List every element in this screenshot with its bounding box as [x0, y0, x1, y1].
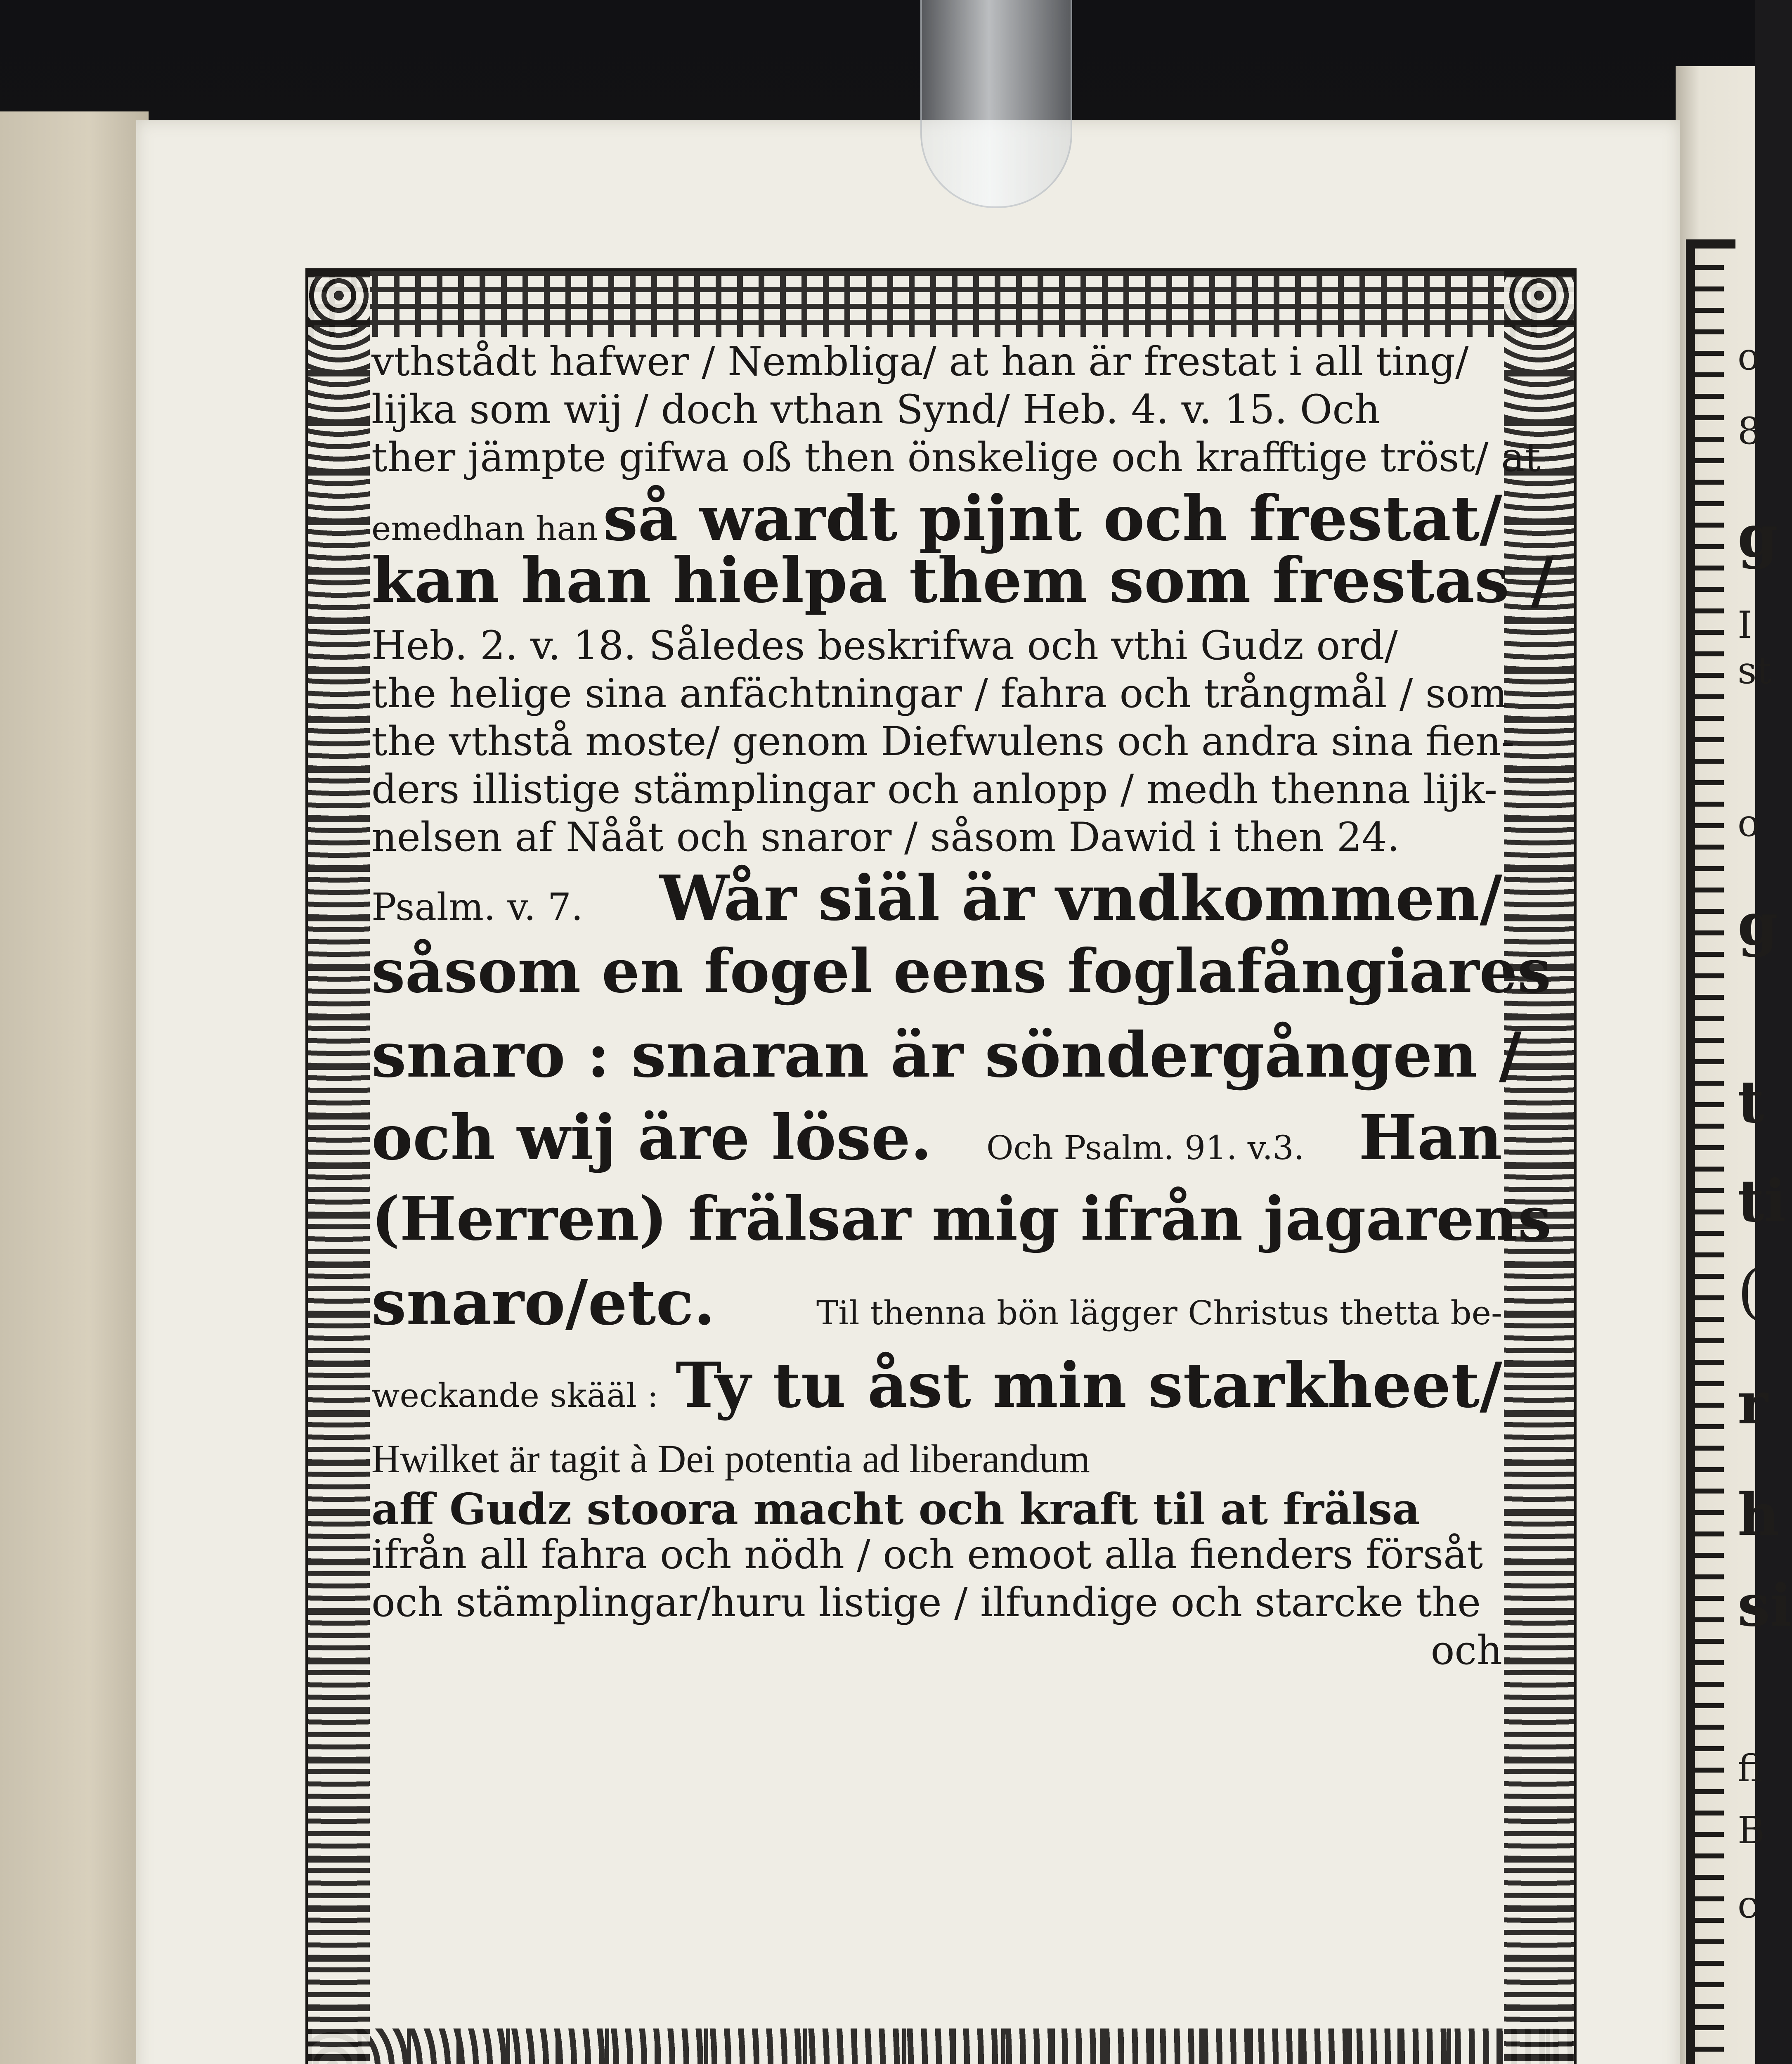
text: emedhan han — [371, 509, 598, 548]
text-emphasis: och wij äre löse. — [371, 1101, 932, 1174]
text: Til thenna bön lägger Christus thetta be- — [816, 1294, 1502, 1332]
text-line — [371, 386, 1502, 434]
text-line — [371, 1101, 1502, 1184]
opposite-page-border — [1686, 239, 1735, 2064]
text-line — [371, 862, 1502, 936]
text-line — [371, 338, 1502, 386]
fragment: g — [1738, 891, 1778, 959]
border-right — [1504, 271, 1574, 2064]
catchword: och — [1430, 1627, 1502, 1673]
fragment: ti — [1738, 1167, 1786, 1235]
text: lijka som wij / doch vthan Synd/ Heb. 4. v. 15. Och — [371, 386, 1380, 433]
text-line — [371, 482, 1502, 555]
text-emphasis: aff Gudz stoora macht och kraft til at frälsa — [371, 1484, 1420, 1534]
text: Heb. 2. v. 18. Således beskrifwa och vthi Gudz ord/ — [371, 623, 1398, 669]
text-emphasis: snaro : snaran är söndergången / — [371, 1019, 1522, 1091]
fragment: st — [1738, 649, 1772, 692]
text-line — [371, 1579, 1502, 1627]
border-top — [308, 271, 1574, 337]
text-line — [371, 1436, 1502, 1484]
text-emphasis: Ty tu åst min starkheet/ — [675, 1349, 1502, 1422]
text-line — [371, 1349, 1502, 1436]
text-line — [371, 936, 1551, 1019]
text-line — [371, 1531, 1502, 1579]
fragment: fi — [1738, 1747, 1763, 1790]
text-line — [371, 766, 1502, 814]
page-text — [371, 338, 1554, 1673]
text: ther jämpte gifwa oß then önskelige och krafftige tröst/ at — [371, 434, 1541, 480]
fragment: g — [1738, 503, 1778, 570]
text-line — [371, 1266, 1502, 1349]
text: Och Psalm. 91. v.3. — [986, 1129, 1305, 1167]
text-line — [371, 434, 1541, 482]
border-left — [308, 271, 370, 2064]
text: nelsen af Nååt och snaror / såsom Dawid i then 24. — [371, 814, 1400, 860]
text: the helige sina anfächtningar / fahra och trångmål / som — [371, 670, 1507, 717]
text: vthstådt hafwer / Nembliga/ at han är frestat i all ting/ — [371, 338, 1469, 385]
text-line — [371, 544, 1554, 623]
border-bottom — [308, 2028, 1574, 2064]
text: ifrån all fahra och nödh / och emoot alla fienders försåt — [371, 1531, 1483, 1578]
text-line — [371, 814, 1502, 862]
text-emphasis: kan han hielpa them som frestas / — [371, 544, 1554, 617]
text: och stämplingar/huru listige / ilfundige och starcke the — [371, 1579, 1481, 1626]
text-emphasis: såsom en fogel eens foglafångiares — [371, 936, 1551, 1006]
text-line — [371, 670, 1507, 718]
text-emphasis: snaro/etc. — [371, 1266, 715, 1339]
text-emphasis: Wår siäl är vndkommen/ — [660, 862, 1502, 935]
text-emphasis: (Herren) frälsar mig ifrån jagarens — [371, 1184, 1552, 1254]
text: weckande skääl : — [371, 1376, 659, 1415]
fragment: si — [1738, 1572, 1792, 1640]
glass-page-weight — [920, 0, 1072, 208]
fragment: o — [1738, 802, 1760, 845]
text-line — [371, 718, 1515, 766]
fragment: r — [1738, 1370, 1768, 1437]
fragment: 8 — [1738, 409, 1761, 453]
text-emphasis: så wardt pijnt och frestat/ — [603, 482, 1502, 555]
text: ders illistige stämplingar och anlopp / medh thenna lijk- — [371, 766, 1498, 812]
text-line — [371, 1484, 1502, 1534]
fragment: t — [1738, 1068, 1764, 1136]
book-cover-left — [0, 111, 149, 2064]
fragment: o — [1738, 335, 1760, 379]
fragment: h — [1738, 1481, 1780, 1549]
text-line — [371, 1019, 1522, 1101]
fragment: B — [1738, 1809, 1765, 1852]
text-emphasis: Han — [1359, 1101, 1502, 1174]
text: Hwilket är tagit à Dei potentia ad liberandum — [371, 1437, 1090, 1481]
text-line — [371, 1184, 1552, 1266]
fragment: ( — [1738, 1258, 1760, 1326]
text-line — [371, 623, 1502, 670]
text: Psalm. v. 7. — [371, 885, 583, 929]
fragment: I — [1738, 604, 1752, 647]
fragment: c — [1738, 1883, 1759, 1927]
text: the vthstå moste/ genom Diefwulens och andra sina fien- — [371, 718, 1515, 765]
